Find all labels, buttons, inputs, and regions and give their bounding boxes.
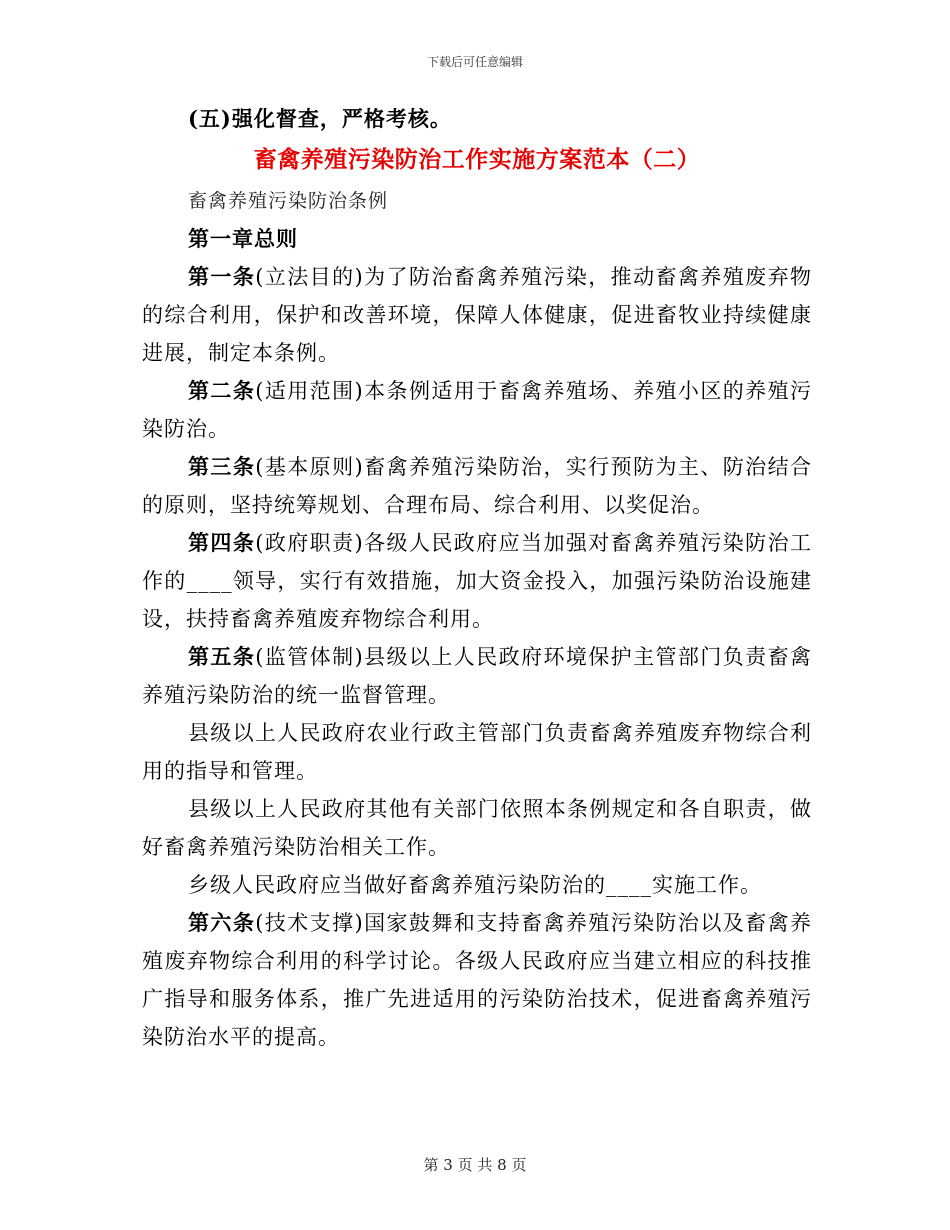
article-text: (基本原则)畜禽养殖污染防治，实行预防为主、防治结合的原则，坚持统筹规划、合理布局、综合利用、以奖促治。 bbox=[142, 455, 812, 517]
article-5 bbox=[142, 638, 812, 714]
article-text: (适用范围)本条例适用于畜禽养殖场、养殖小区的养殖污染防治。 bbox=[142, 379, 812, 441]
article-label: 第四条 bbox=[188, 530, 256, 555]
article-label: 第一条 bbox=[188, 264, 256, 289]
article-4 bbox=[142, 524, 812, 638]
document-body bbox=[142, 100, 812, 1056]
article-6 bbox=[142, 904, 812, 1056]
paragraph: 乡级人民政府应当做好畜禽养殖污染防治的____实施工作。 bbox=[188, 873, 762, 897]
section-heading: (五)强化督查，严格考核。 bbox=[188, 106, 452, 131]
article-text: (技术支撑)国家鼓舞和支持畜禽养殖污染防治以及畜禽养殖废弃物综合利用的科学讨论。各级人民政府应当建立相应的科技推广指导和服务体系，推广先进适用的污染防治技术，促进畜禽养殖污染防治水平的提高。 bbox=[142, 911, 812, 1049]
article-3 bbox=[142, 448, 812, 524]
paragraph: 县级以上人民政府农业行政主管部门负责畜禽养殖废弃物综合利用的指导和管理。 bbox=[142, 721, 812, 783]
regulation-title: 畜禽养殖污染防治条例 bbox=[188, 190, 389, 212]
paragraph: 县级以上人民政府其他有关部门依照本条例规定和各自职责，做好畜禽养殖污染防治相关工作。 bbox=[142, 797, 812, 859]
article-label: 第五条 bbox=[188, 644, 256, 669]
article-label: 第六条 bbox=[188, 910, 256, 935]
article-text: (政府职责)各级人民政府应当加强对畜禽养殖污染防治工作的____领导，实行有效措施，加大资金投入，加强污染防治设施建设，扶持畜禽养殖废弃物综合利用。 bbox=[142, 531, 812, 631]
article-text: (监管体制)县级以上人民政府环境保护主管部门负责畜禽养殖污染防治的统一监督管理。 bbox=[142, 645, 812, 707]
article-text: (立法目的)为了防治畜禽养殖污染，推动畜禽养殖废弃物的综合利用，保护和改善环境，保障人体健康，促进畜牧业持续健康进展，制定本条例。 bbox=[142, 265, 812, 365]
page-footer: 第 3 页 共 8 页 bbox=[423, 1156, 527, 1174]
article-1 bbox=[142, 258, 812, 372]
article-label: 第三条 bbox=[188, 454, 256, 479]
document-title: 畜禽养殖污染防治工作实施方案范本（二） bbox=[253, 146, 701, 173]
chapter-heading: 第一章总则 bbox=[188, 226, 298, 251]
article-label: 第二条 bbox=[188, 378, 256, 403]
article-2 bbox=[142, 372, 812, 448]
page-header: 下载后可任意编辑 bbox=[426, 55, 523, 69]
